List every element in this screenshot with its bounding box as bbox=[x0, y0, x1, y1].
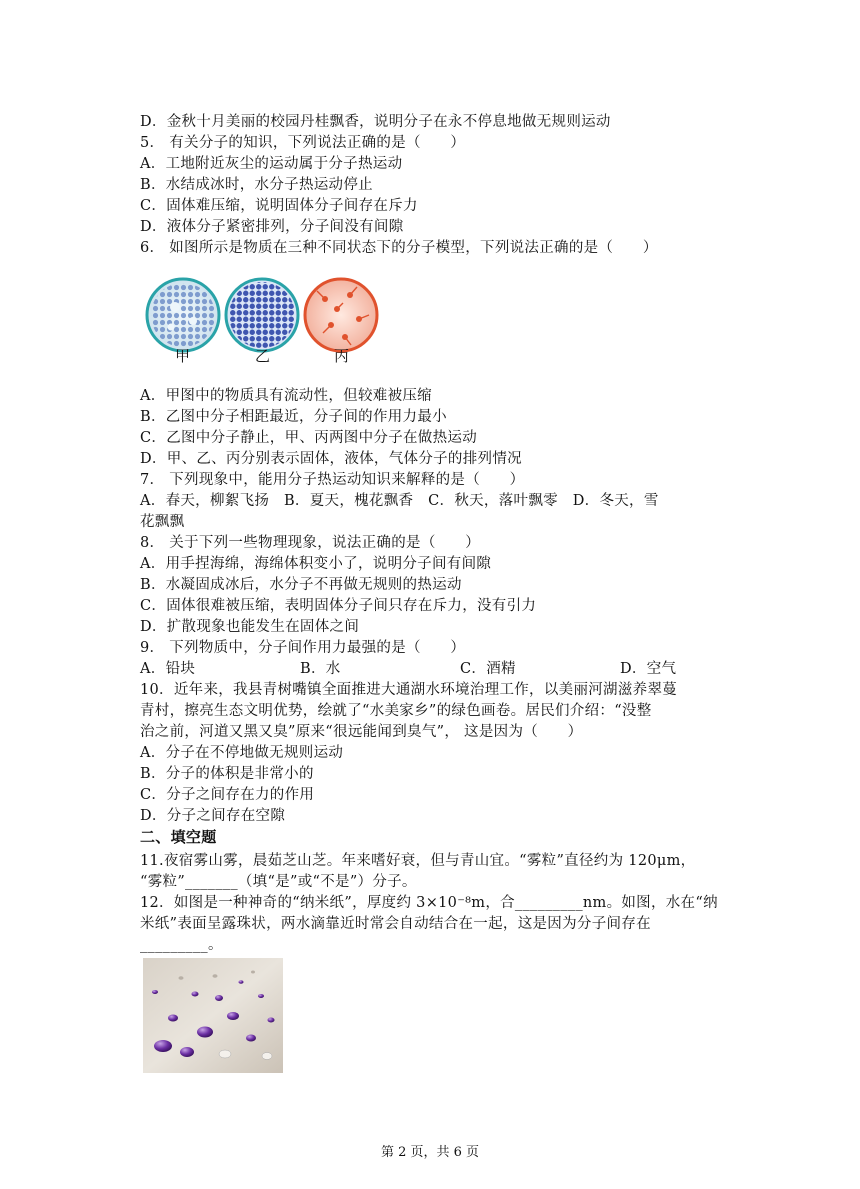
option-line: B．水结成冰时，水分子热运动停止 bbox=[140, 177, 373, 193]
option-line: A．分子在不停地做无规则运动 bbox=[140, 745, 344, 761]
solid-model-circle bbox=[226, 279, 298, 351]
question-11: 11.夜宿雾山雾，晨茹芝山芝。年来嗜好衰，但与青山宜。“雾粒”直径约为 120μm， bbox=[140, 853, 696, 869]
nano-paper-droplets-photo bbox=[143, 958, 283, 1073]
question-10-cont: 治之前，河道又黑又臭”原来“很远能闻到臭气”， 这是因为（ ） bbox=[140, 724, 583, 740]
q9-option-d: D．空气 bbox=[620, 661, 677, 677]
page-footer: 第 2 页，共 6 页 bbox=[380, 1145, 480, 1160]
option-line: D．分子之间存在空隙 bbox=[140, 808, 286, 824]
question-10: 10．近年来，我县青树嘴镇全面推进大通湖水环境治理工作，以美丽河湖滋养翠蔓 bbox=[140, 682, 678, 698]
option-line: C．固体很难被压缩，表明固体分子间只存在斥力，没有引力 bbox=[140, 598, 537, 614]
gas-model-circle bbox=[305, 279, 377, 351]
q9-option-a: A．铅块 bbox=[140, 661, 196, 677]
liquid-model-circle bbox=[147, 279, 219, 351]
figure-caption-bing: 丙 bbox=[334, 347, 350, 365]
question-12-cont: 米纸”表面呈露珠状，两水滴靠近时常会自动结合在一起，这是因为分子间存在 bbox=[140, 916, 651, 932]
option-line: B．乙图中分子相距最近，分子间的作用力最小 bbox=[140, 409, 447, 425]
option-line: A．工地附近灰尘的运动属于分子热运动 bbox=[140, 156, 403, 172]
option-line: B．水凝固成冰后，水分子不再做无规则的热运动 bbox=[140, 577, 462, 593]
question-9: 9． 下列物质中，分子间作用力最强的是（ ） bbox=[140, 640, 466, 656]
q9-option-b: B．水 bbox=[300, 661, 341, 677]
option-line: C．乙图中分子静止，甲、丙两图中分子在做热运动 bbox=[140, 430, 477, 446]
figure-caption-jia: 甲 bbox=[175, 347, 191, 365]
option-line: B．分子的体积是非常小的 bbox=[140, 766, 314, 782]
option-line: A．用手捏海绵，海绵体积变小了，说明分子间有间隙 bbox=[140, 556, 492, 572]
option-line-continued: 花飘飘 bbox=[140, 514, 185, 530]
text-line: D．金秋十月美丽的校园丹桂飘香，说明分子在永不停息地做无规则运动 bbox=[140, 114, 611, 130]
question-11-cont: “雾粒”_______（填“是”或“不是”）分子。 bbox=[140, 874, 417, 890]
option-line: C．分子之间存在力的作用 bbox=[140, 787, 315, 803]
option-line: C．固体难压缩，说明固体分子间存在斥力 bbox=[140, 198, 418, 214]
question-6: 6． 如图所示是物质在三种不同状态下的分子模型，下列说法正确的是（ ） bbox=[140, 240, 658, 256]
option-line: A．甲图中的物质具有流动性，但较难被压缩 bbox=[140, 388, 432, 404]
question-7: 7． 下列现象中，能用分子热运动知识来解释的是（ ） bbox=[140, 472, 525, 488]
option-line: D．甲、乙、丙分别表示固体，液体，气体分子的排列情况 bbox=[140, 451, 522, 467]
question-12-cont: _________。 bbox=[140, 937, 223, 953]
option-line: D．扩散现象也能发生在固体之间 bbox=[140, 619, 360, 635]
figure-caption-yi: 乙 bbox=[255, 347, 271, 365]
question-10-cont: 青村，擦亮生态文明优势，绘就了“水美家乡”的绿色画卷。居民们介绍：“没整 bbox=[140, 703, 652, 719]
option-line: A．春天，柳絮飞扬 B．夏天，槐花飘香 C．秋天，落叶飘零 D．冬天，雪 bbox=[140, 493, 659, 509]
question-12: 12．如图是一种神奇的“纳米纸”，厚度约 3×10⁻⁸m，合_________nm。如图，水在“纳 bbox=[140, 895, 718, 911]
question-5: 5． 有关分子的知识，下列说法正确的是（ ） bbox=[140, 135, 466, 151]
section-title: 二、填空题 bbox=[140, 828, 217, 846]
option-line: D．液体分子紧密排列，分子间没有间隙 bbox=[140, 219, 404, 235]
q9-option-c: C．酒精 bbox=[460, 661, 516, 677]
question-8: 8． 关于下列一些物理现象，说法正确的是（ ） bbox=[140, 535, 481, 551]
